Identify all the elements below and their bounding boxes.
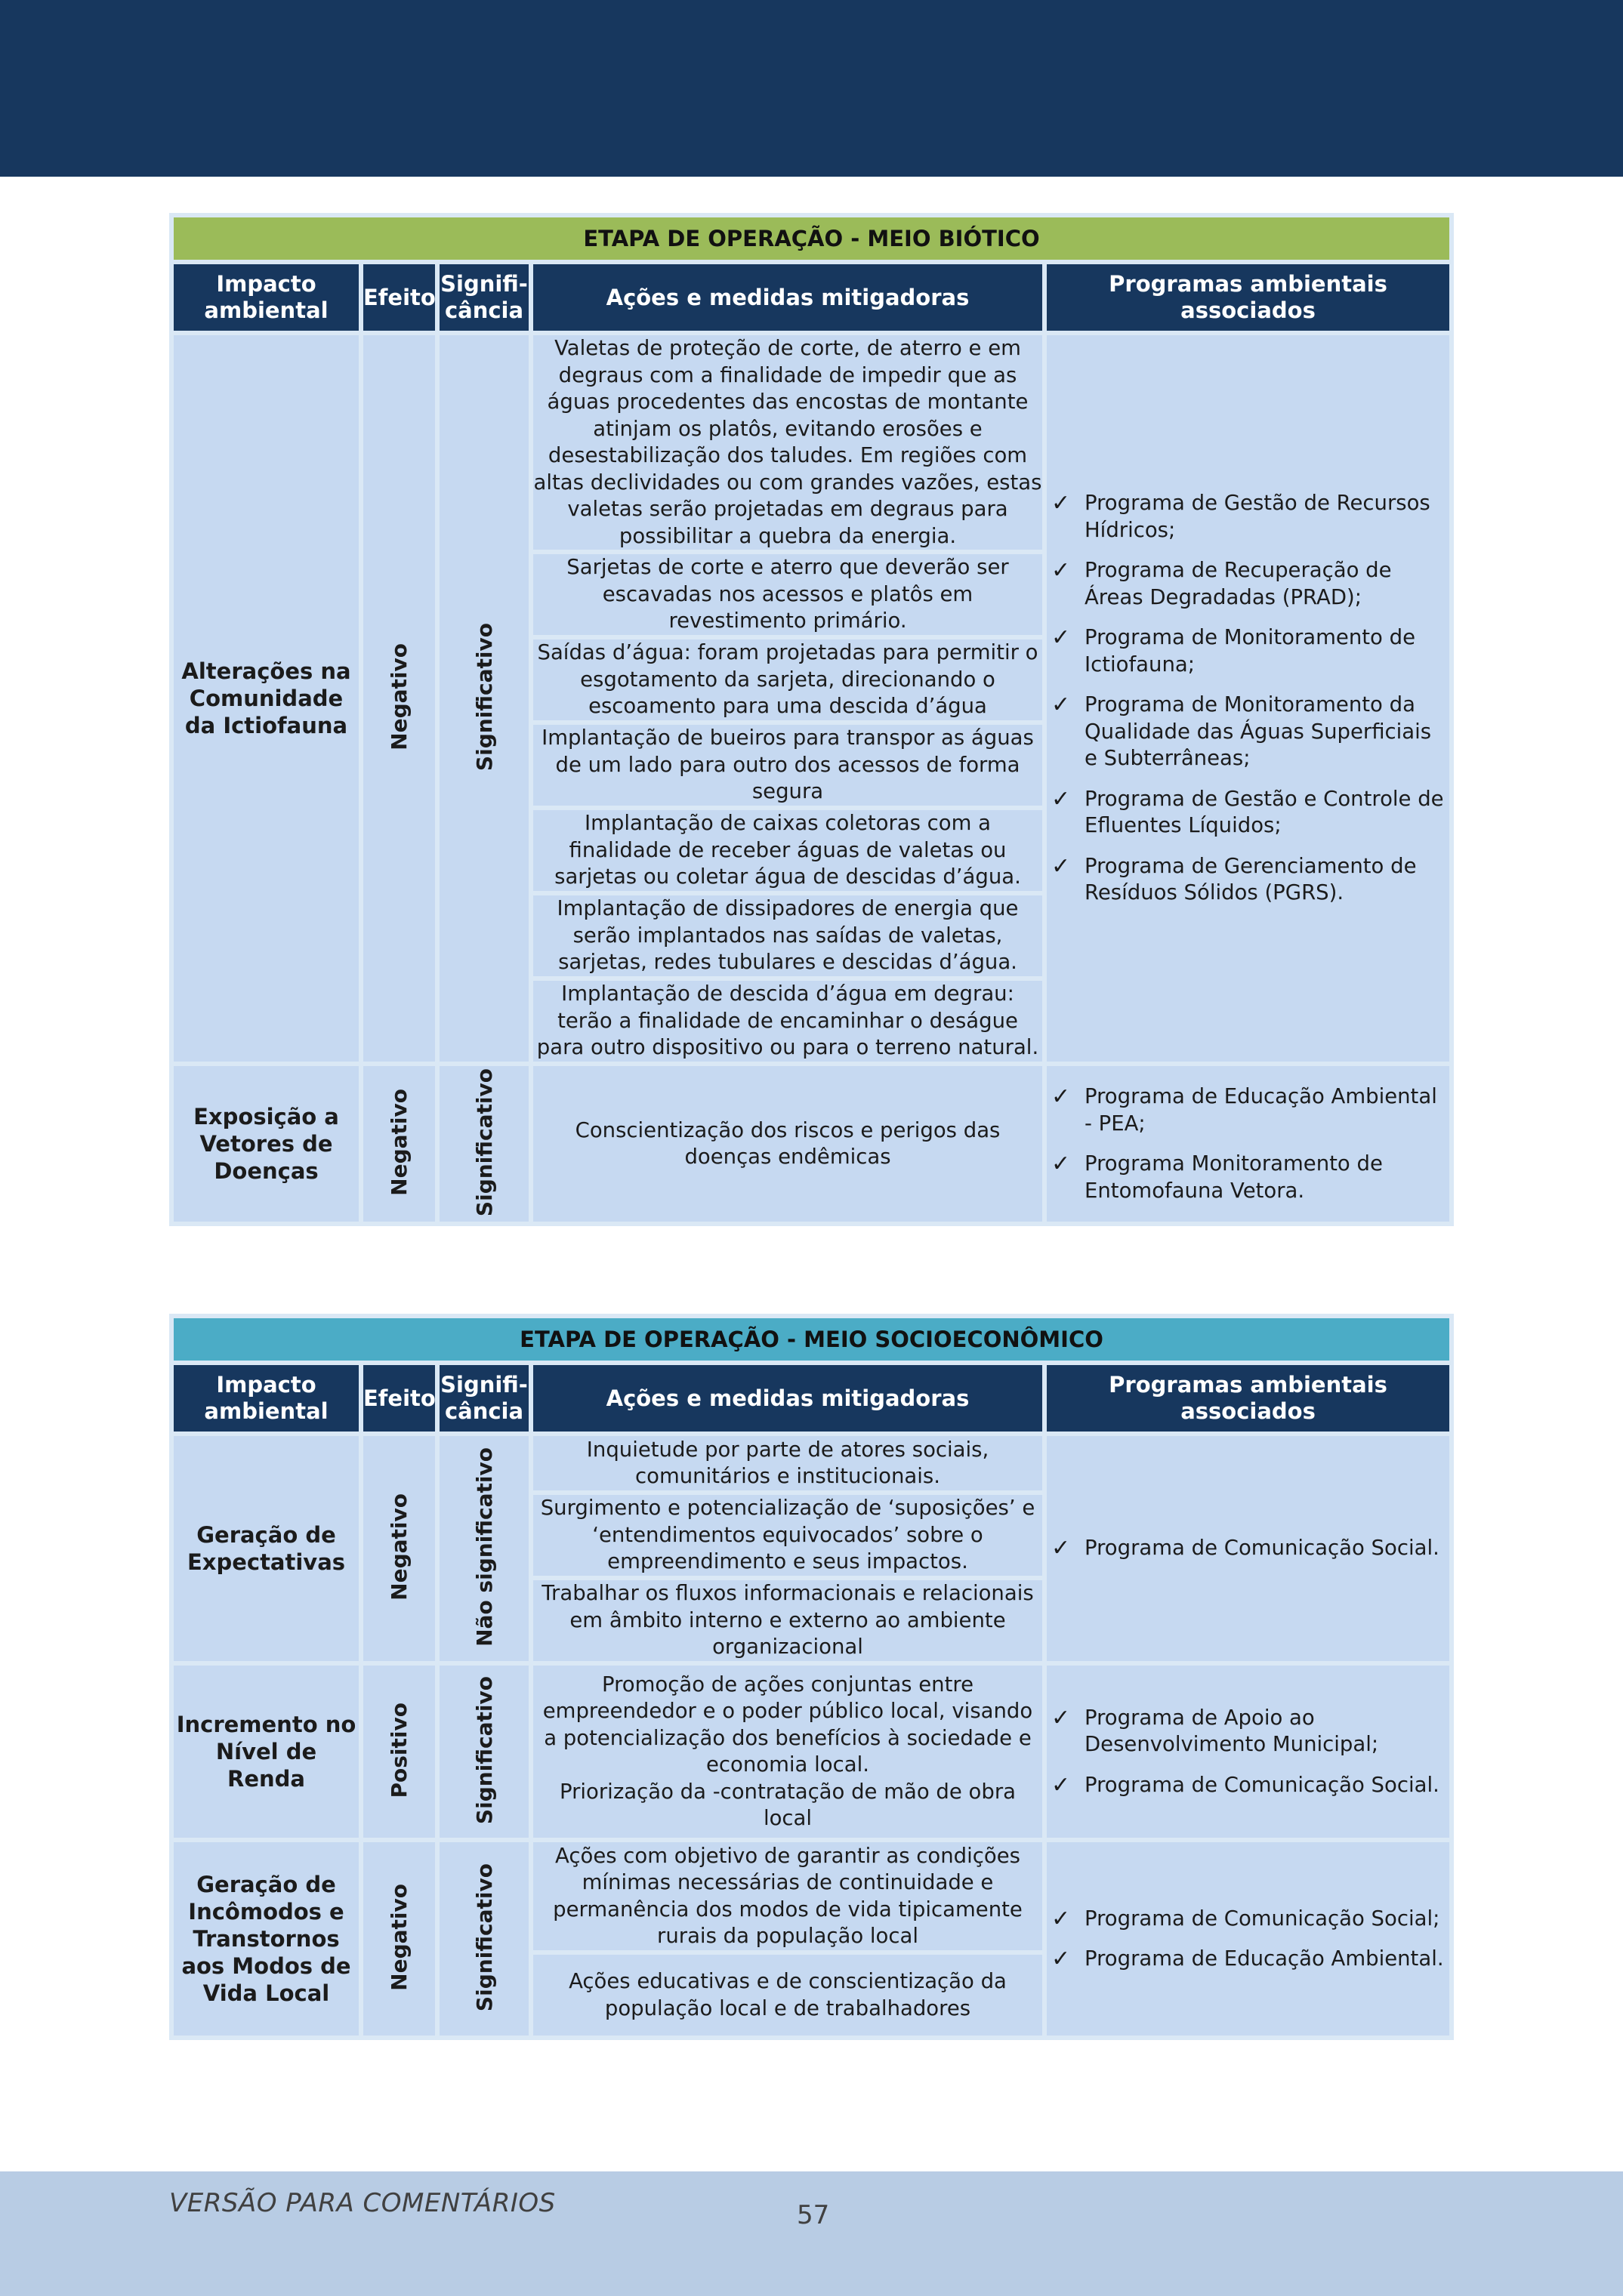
program-item: ✓ Programa de Monitoramento da Qualidade das Águas Superficiais e Subterrâneas; xyxy=(1051,692,1432,771)
effect-cell xyxy=(363,1666,435,1838)
action-cell: Surgimento e potencialização de ‘suposições’ e ‘entendimentos equivocados’ sobre o empreendimento e seus impactos. xyxy=(533,1495,1042,1576)
header-impacto: Impacto ambiental xyxy=(174,1365,359,1432)
top-banner xyxy=(0,0,1623,177)
program-item: ✓ Programa Monitoramento de Entomofauna Vetora. xyxy=(1051,1151,1383,1203)
check-icon: ✓ xyxy=(1051,1946,1071,1972)
programs-cell xyxy=(1047,1436,1449,1661)
table-biotic xyxy=(169,213,1454,1226)
programs-cell xyxy=(1047,1842,1449,2036)
header-efeito: Efeito xyxy=(363,264,435,331)
header-efeito: Efeito xyxy=(363,1365,435,1432)
effect-label: Positivo xyxy=(387,1702,412,1798)
action-cell: Implantação de caixas coletoras com a finalidade de receber águas de valetas ou sarjetas ou coletar água de descidas d’água. xyxy=(533,810,1042,891)
check-icon: ✓ xyxy=(1051,1083,1071,1110)
action-cell: Conscientização dos riscos e perigos das doenças endêmicas xyxy=(533,1066,1042,1222)
program-item: ✓ Programa de Comunicação Social. xyxy=(1051,1535,1439,1562)
significance-label: Significativo xyxy=(471,1863,497,2012)
significance-label: Significativo xyxy=(471,1068,497,1217)
significance-cell xyxy=(440,1666,529,1838)
check-icon: ✓ xyxy=(1051,1771,1071,1798)
effect-cell xyxy=(363,1436,435,1661)
check-icon: ✓ xyxy=(1051,557,1071,584)
action-cell: Saídas d’água: foram projetadas para permitir o esgotamento da sarjeta, direcionando o escoamento para uma descida d’água xyxy=(533,639,1042,720)
impact-cell: Exposição a Vetores de Doenças xyxy=(174,1066,359,1222)
significance-label: Significativo xyxy=(471,622,497,772)
action-cell: Sarjetas de corte e aterro que deverão ser escavadas nos acessos e platôs em revestimento primário. xyxy=(533,554,1042,635)
action-cell xyxy=(533,1666,1042,1838)
check-icon: ✓ xyxy=(1051,1535,1071,1562)
program-item: ✓ Programa de Gestão de Recursos Hídricos; xyxy=(1051,490,1430,542)
table-row xyxy=(174,335,1449,550)
header-programas: Programas ambientais associados xyxy=(1047,264,1449,331)
header-impacto: Impacto ambiental xyxy=(174,264,359,331)
programs-cell xyxy=(1047,1666,1449,1838)
program-item: ✓ Programa de Educação Ambiental. xyxy=(1051,1946,1444,1972)
action-cell: Ações educativas e de conscientização da população local e de trabalhadores xyxy=(533,1955,1042,2036)
program-item: ✓ Programa de Comunicação Social. xyxy=(1051,1771,1439,1798)
table-title: ETAPA DE OPERAÇÃO - MEIO SOCIOECONÔMICO xyxy=(174,1318,1449,1361)
table-row xyxy=(174,1666,1449,1838)
significance-cell xyxy=(440,1066,529,1222)
check-icon: ✓ xyxy=(1051,1905,1071,1932)
impact-cell: Geração de Incômodos e Transtornos aos Modos de Vida Local xyxy=(174,1842,359,2036)
significance-label: Não significativo xyxy=(471,1447,497,1647)
effect-label: Negativo xyxy=(387,643,412,750)
impact-cell: Alterações na Comunidade da Ictiofauna xyxy=(174,335,359,1062)
effect-cell xyxy=(363,335,435,1062)
effect-label: Negativo xyxy=(387,1089,412,1196)
action-cell: Implantação de dissipadores de energia que serão implantados nas saídas de valetas, sarjetas, redes tubulares e descidas d’água. xyxy=(533,895,1042,976)
check-icon: ✓ xyxy=(1051,785,1071,812)
action-cell: Ações com objetivo de garantir as condições mínimas necessárias de continuidade e permanência dos modos de vida tipicamente rurais da população local xyxy=(533,1842,1042,1950)
program-item: ✓ Programa de Apoio ao Desenvolvimento Municipal; xyxy=(1051,1704,1379,1757)
impact-cell: Geração de Expectativas xyxy=(174,1436,359,1661)
footer-version: VERSÃO PARA COMENTÁRIOS xyxy=(169,2188,556,2218)
action-cell: Valetas de proteção de corte, de aterro e em degraus com a finalidade de impedir que as águas procedentes das encostas de montante atinjam os platôs, evitando erosões e desestabilização dos taludes. Em regiões com altas declividades ou com grandes vazões, estas valetas serão projetadas em degraus para possibilitar a quebra da energia. xyxy=(533,335,1042,550)
significance-label: Significativo xyxy=(471,1675,497,1825)
table-socio xyxy=(169,1314,1454,2040)
effect-cell xyxy=(363,1066,435,1222)
action-cell: Implantação de descida d’água em degrau: terão a finalidade de encaminhar o deságue para outro dispositivo ou para o terreno natural. xyxy=(533,981,1042,1062)
programs-cell xyxy=(1047,335,1449,1062)
action-cell: Implantação de bueiros para transpor as águas de um lado para outro dos acessos de forma segura xyxy=(533,725,1042,806)
header-programas: Programas ambientais associados xyxy=(1047,1365,1449,1432)
header-acoes: Ações e medidas mitigadoras xyxy=(533,264,1042,331)
program-item: ✓ Programa de Recuperação de Áreas Degradadas (PRAD); xyxy=(1051,557,1392,609)
program-item: ✓ Programa de Comunicação Social; xyxy=(1051,1905,1440,1932)
header-acoes: Ações e medidas mitigadoras xyxy=(533,1365,1042,1432)
program-item: ✓ Programa de Monitoramento de Ictiofauna; xyxy=(1051,624,1415,676)
effect-label: Negativo xyxy=(387,1493,412,1601)
page-number: 57 xyxy=(797,2200,830,2230)
check-icon: ✓ xyxy=(1051,1704,1071,1731)
table-row xyxy=(174,1436,1449,1490)
action-text: Priorização da -contratação de mão de obra local xyxy=(560,1779,1016,1830)
check-icon: ✓ xyxy=(1051,692,1071,719)
impact-cell: Incremento no Nível de Renda xyxy=(174,1666,359,1838)
effect-cell xyxy=(363,1842,435,2036)
table-title: ETAPA DE OPERAÇÃO - MEIO BIÓTICO xyxy=(174,217,1449,260)
check-icon: ✓ xyxy=(1051,490,1071,517)
significance-cell xyxy=(440,335,529,1062)
action-cell: Trabalhar os fluxos informacionais e relacionais em âmbito interno e externo ao ambiente organizacional xyxy=(533,1580,1042,1661)
check-icon: ✓ xyxy=(1051,624,1071,652)
significance-cell xyxy=(440,1842,529,2036)
table-row xyxy=(174,1842,1449,1950)
table-row xyxy=(174,1066,1449,1222)
program-item: ✓ Programa de Gerenciamento de Resíduos Sólidos (PGRS). xyxy=(1051,852,1417,905)
significance-cell xyxy=(440,1436,529,1661)
check-icon: ✓ xyxy=(1051,1151,1071,1177)
header-significancia: Signifi- cância xyxy=(440,264,529,331)
effect-label: Negativo xyxy=(387,1884,412,1991)
header-significancia: Signifi- cância xyxy=(440,1365,529,1432)
action-cell: Inquietude por parte de atores sociais, comunitários e institucionais. xyxy=(533,1436,1042,1490)
program-item: ✓ Programa de Educação Ambiental - PEA; xyxy=(1051,1083,1437,1136)
action-text: Promoção de ações conjuntas entre empreendedor e o poder público local, visando a potencialização dos benefícios à sociedade e economia local. xyxy=(542,1672,1033,1777)
programs-cell xyxy=(1047,1066,1449,1222)
program-item: ✓ Programa de Gestão e Controle de Efluentes Líquidos; xyxy=(1051,785,1444,838)
check-icon: ✓ xyxy=(1051,852,1071,880)
